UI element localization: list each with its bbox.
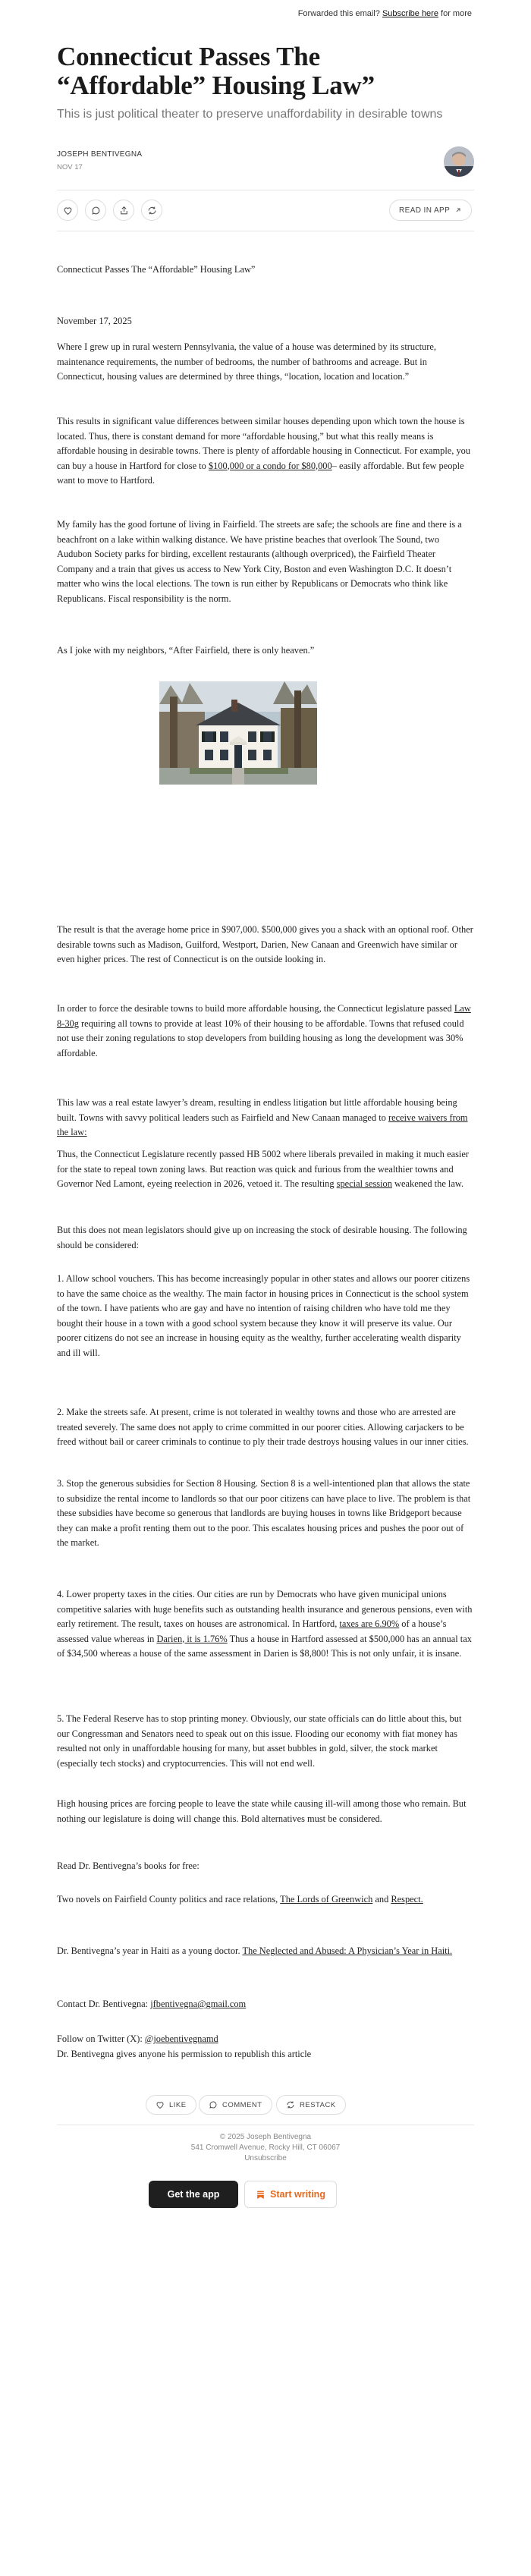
like-icon-button[interactable]: [57, 200, 78, 221]
subscribe-link[interactable]: Subscribe here: [382, 9, 438, 18]
paragraph: Contact Dr. Bentivegna: jfbentivegna@gmail.com: [57, 1999, 247, 2009]
paragraph: High housing prices are forcing people to leave the state while causing ill-will among those who remain. But nothing our legislature is doing will change this. Bold alternatives must be considered.: [57, 1798, 467, 1824]
post-title[interactable]: Connecticut Passes The “Affordable” Housing Law”: [57, 42, 375, 100]
comment-icon: [209, 2100, 218, 2109]
restack-icon: [147, 206, 157, 215]
restack-button[interactable]: RESTACK: [276, 2095, 346, 2115]
waivers-link[interactable]: receive waivers from the law:: [57, 1112, 468, 1137]
author-name[interactable]: JOSEPH BENTIVEGNA: [57, 150, 143, 159]
paragraph: As I joke with my neighbors, “After Fairfield, there is only heaven.”: [57, 645, 315, 656]
read-in-app-button[interactable]: READ IN APP: [389, 200, 472, 221]
restack-icon: [286, 2100, 295, 2109]
email-link[interactable]: jfbentivegna@gmail.com: [150, 1999, 247, 2009]
house-photo: [159, 681, 317, 785]
paragraph: 1. Allow school vouchers. This has become increasingly popular in other states and allows our poorer citizens to have the same choice as the wealthy. The main factor in housing prices in Connecticut is the school system of the town. I have patients who are gay and have no intention of raising children who have told me they bought their house in a town with a good school system because they know it will preserve its value. Our poorer citizens do not see an increase in housing equity as the wealthy, further accelerating wealth disparity and ill will.: [57, 1273, 470, 1358]
paragraph: In order to force the desirable towns to build more affordable housing, the Connecticut legislature passed Law 8-30g requiring all towns to provide at least 10% of their housing to be affordable. Towns that refused could not use their zoning regulations to stop developers from building housing as long the development was 30% affordable.: [57, 1003, 471, 1058]
post-subtitle: This is just political theater to preserve unaffordability in desirable towns: [57, 108, 443, 121]
body-date-line: November 17, 2025: [57, 316, 132, 326]
hartford-taxes-link[interactable]: taxes are 6.90%: [339, 1618, 400, 1629]
share-icon: [119, 206, 129, 215]
paragraph: Where I grew up in rural western Pennsylvania, the value of a house was determined by its structure, maintenance requirements, the number of bedrooms, the number of bathrooms and acreage. But in Connecticut, housing values are determined by three things, “location, location and location.”: [57, 341, 436, 382]
footer-copyright: © 2025 Joseph Bentivegna: [219, 2133, 312, 2141]
twitter-link[interactable]: @joebentivegnamd: [144, 2033, 218, 2044]
get-the-app-button[interactable]: Get the app: [149, 2181, 238, 2208]
unsubscribe-link[interactable]: Unsubscribe: [244, 2154, 287, 2162]
paragraph: This law was a real estate lawyer’s dream, resulting in endless litigation but little affordable housing being built. Towns with savvy political leaders such as Fairfield and New Canaan managed to receive waivers from the law:: [57, 1097, 468, 1137]
post-date: NOV 17: [57, 163, 83, 171]
respect-link[interactable]: Respect.: [391, 1894, 423, 1904]
comment-icon-button[interactable]: [85, 200, 106, 221]
special-session-link[interactable]: special session: [336, 1178, 392, 1189]
body-heading-line: Connecticut Passes The “Affordable” Housing Law”: [57, 264, 256, 275]
author-avatar[interactable]: [444, 146, 474, 177]
footer-address: 541 Cromwell Avenue, Rocky Hill, CT 06067: [190, 2144, 341, 2152]
paragraph: 5. The Federal Reserve has to stop printing money. Obviously, our state officials can do little about this, but our Congressman and Senators need to speak out on this issue. Flooding our economy with fiat money has resulted not only in unaffordable housing for many, but asset bubbles in gold, silver, the stock market (especially tech stocks) and cryptocurrencies. This will not end well.: [57, 1713, 462, 1769]
paragraph: 2. Make the streets safe. At present, crime is not tolerated in wealthy towns and those who are arrested are treated severely. The same does not apply to crime committed in our poorer cities. Allowing carjackers to be freed without bail or career criminals to continue to ply their trade destroys housing values in our inner cities.: [57, 1407, 469, 1447]
house-image: [159, 681, 317, 785]
heart-icon: [63, 206, 73, 215]
share-icon-button[interactable]: [113, 200, 134, 221]
paragraph: My family has the good fortune of living in Fairfield. The streets are safe; the schools are fine and there is a beachfront on a lake within walking distance. We have pristine beaches that overlook The Sound, two Audubon Society parks for birding, excellent restaurants (although overpriced), the Fairfield Theater Company and a train that gives us access to New York City, Boston and even Washington D.C. It doesn’t matter who wins the local elections. The town is run either by Republicans or Democrats who think like Republicans. Fiscal responsibility is the norm.: [57, 519, 462, 604]
hartford-prices-link[interactable]: $100,000 or a condo for $80,000: [208, 460, 332, 471]
paragraph: Two novels on Fairfield County politics and race relations, The Lords of Greenwich and Respect.: [57, 1894, 423, 1904]
substack-logo-icon: [256, 2190, 266, 2200]
paragraph: This results in significant value differences between similar houses depending upon which town the house is located. Thus, there is constant demand for more “affordable housing,” but what this really means is affordable housing in desirable towns. There is plenty of affordable housing in Connecticut. For example, you can buy a house in Hartford for close to $100,000 or a condo for $80,000– easily affordable. But few people want to move to Hartford.: [57, 416, 471, 486]
comment-icon: [91, 206, 101, 215]
paragraph: Dr. Bentivegna gives anyone his permission to republish this article: [57, 2049, 312, 2059]
forward-notice: Forwarded this email? Subscribe here for more: [297, 9, 472, 18]
law-8-30g-link[interactable]: Law 8-30g: [57, 1003, 471, 1029]
paragraph: But this does not mean legislators should give up on increasing the stock of desirable housing. The following should be considered:: [57, 1225, 467, 1250]
paragraph: The result is that the average home price in $907,000. $500,000 gives you a shack with an optional roof. Other desirable towns such as Madison, Guilford, Westport, Darien, New Canaan and Greenwich have similar or even higher prices. The rest of Connecticut is on the outside looking in.: [57, 924, 473, 964]
paragraph: Thus, the Connecticut Legislature recently passed HB 5002 where liberals prevailed in making it much easier for the state to repeal town zoning laws. But reaction was quick and furious from the wealthier towns and Governor Ned Lamont, eyeing reelection in 2026, vetoed it. The resulting special session weakened the law.: [57, 1149, 469, 1189]
darien-taxes-link[interactable]: Darien, it is 1.76%: [156, 1633, 228, 1644]
arrow-up-right-icon: [454, 206, 462, 214]
paragraph: Read Dr. Bentivegna’s books for free:: [57, 1860, 200, 1871]
paragraph: 3. Stop the generous subsidies for Section 8 Housing. Section 8 is a well-intentioned plan that allows the state to subsidize the rental income to landlords so that our poor citizens can have place to live. The problem is that these subsidies have become so generous that landlords are buying houses in towns like Bridgeport because they can make a profit renting them out to the poor. This escalates housing prices and pushes the poor out of the market.: [57, 1478, 471, 1548]
comment-button[interactable]: COMMENT: [199, 2095, 272, 2115]
lords-of-greenwich-link[interactable]: The Lords of Greenwich: [280, 1894, 373, 1904]
restack-icon-button[interactable]: [141, 200, 162, 221]
paragraph: Dr. Bentivegna’s year in Haiti as a young doctor. The Neglected and Abused: A Physician’s Year in Haiti.: [57, 1945, 453, 1956]
neglected-and-abused-link[interactable]: The Neglected and Abused: A Physician’s Year in Haiti.: [242, 1945, 453, 1956]
author-photo: [444, 146, 474, 177]
like-button[interactable]: LIKE: [146, 2095, 196, 2115]
paragraph: 4. Lower property taxes in the cities. Our cities are run by Democrats who have given municipal unions competitive salaries with huge benefits such as outstanding health insurance and generous pensions, even with early retirement. The result, taxes on houses are astronomical. In Hartford, taxes are 6.90% of a house’s assessed value whereas in Darien, it is 1.76% Thus a house in Hartford assessed at $500,000 has an annual tax of $34,500 whereas a house of the same assessment in Darien is $8,800! This is not only unfair, it is insane.: [57, 1589, 473, 1659]
start-writing-button[interactable]: Start writing: [244, 2181, 337, 2208]
paragraph: Follow on Twitter (X): @joebentivegnamd: [57, 2033, 218, 2044]
heart-icon: [156, 2100, 165, 2109]
